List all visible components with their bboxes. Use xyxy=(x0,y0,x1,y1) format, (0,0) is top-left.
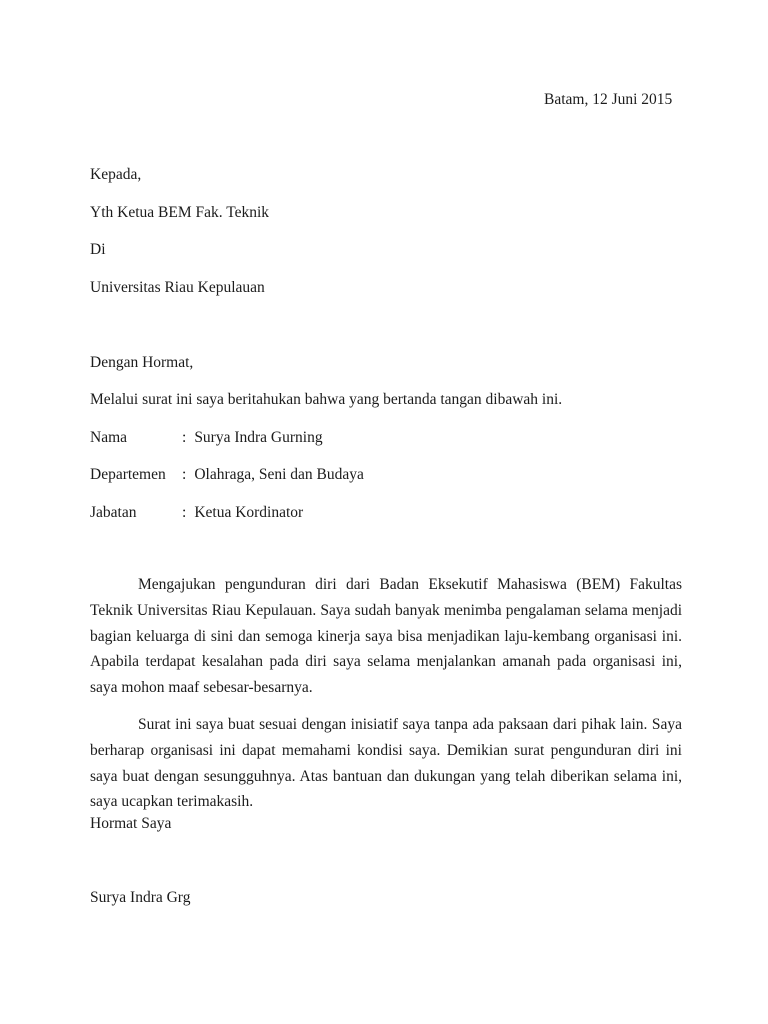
recipient-line-university: Universitas Riau Kepulauan xyxy=(90,278,265,296)
letter-date: Batam, 12 Juni 2015 xyxy=(544,91,673,108)
signature-name: Surya Indra Grg xyxy=(90,889,191,906)
detail-value-departemen: Olahraga, Seni dan Budaya xyxy=(194,466,364,484)
detail-label-nama: Nama xyxy=(90,429,128,446)
recipient-block xyxy=(90,166,269,316)
letter-body xyxy=(90,572,682,815)
sender-details xyxy=(90,429,690,541)
closing-phrase: Hormat Saya xyxy=(90,815,172,832)
detail-row-departemen xyxy=(90,466,690,503)
detail-separator: : xyxy=(182,503,187,521)
intro-sentence: Melalui surat ini saya beritahukan bahwa yang bertanda tangan dibawah ini. xyxy=(90,391,563,408)
detail-row-nama xyxy=(90,429,690,466)
recipient-line-kepada: Kepada, xyxy=(90,166,142,183)
detail-row-jabatan xyxy=(90,504,690,541)
detail-label-departemen: Departemen xyxy=(90,466,166,484)
detail-separator: : xyxy=(182,429,187,446)
salutation: Dengan Hormat, xyxy=(90,354,194,371)
recipient-line-addressee: Yth Ketua BEM Fak. Teknik xyxy=(90,203,270,221)
detail-separator: : xyxy=(182,466,187,484)
body-paragraph-2: Surat ini saya buat sesuai dengan inisiatif saya tanpa ada paksaan dari pihak lain. Saya berharap organisasi ini dapat memahami kondisi saya. Demikian surat pengunduran diri ini saya buat dengan sesungguhnya. Atas bantuan dan dukungan yang telah diberikan selama ini, saya ucapkan terimakasih. xyxy=(90,715,682,811)
detail-value-nama: Surya Indra Gurning xyxy=(194,429,323,446)
detail-label-jabatan: Jabatan xyxy=(90,503,137,521)
body-paragraph-1: Mengajukan pengunduran diri dari Badan Eksekutif Mahasiswa (BEM) Fakultas Teknik Universitas Riau Kepulauan. Saya sudah banyak menimba pengalaman selama menjadi bagian keluarga di sini dan semoga kinerja saya bisa menjadikan laju-kembang organisasi ini. Apabila terdapat kesalahan pada diri saya selama menjalankan amanah pada organisasi ini, saya mohon maaf sebesar-besarnya. xyxy=(90,576,682,697)
recipient-line-di: Di xyxy=(90,241,106,258)
detail-value-jabatan: Ketua Kordinator xyxy=(194,503,304,521)
